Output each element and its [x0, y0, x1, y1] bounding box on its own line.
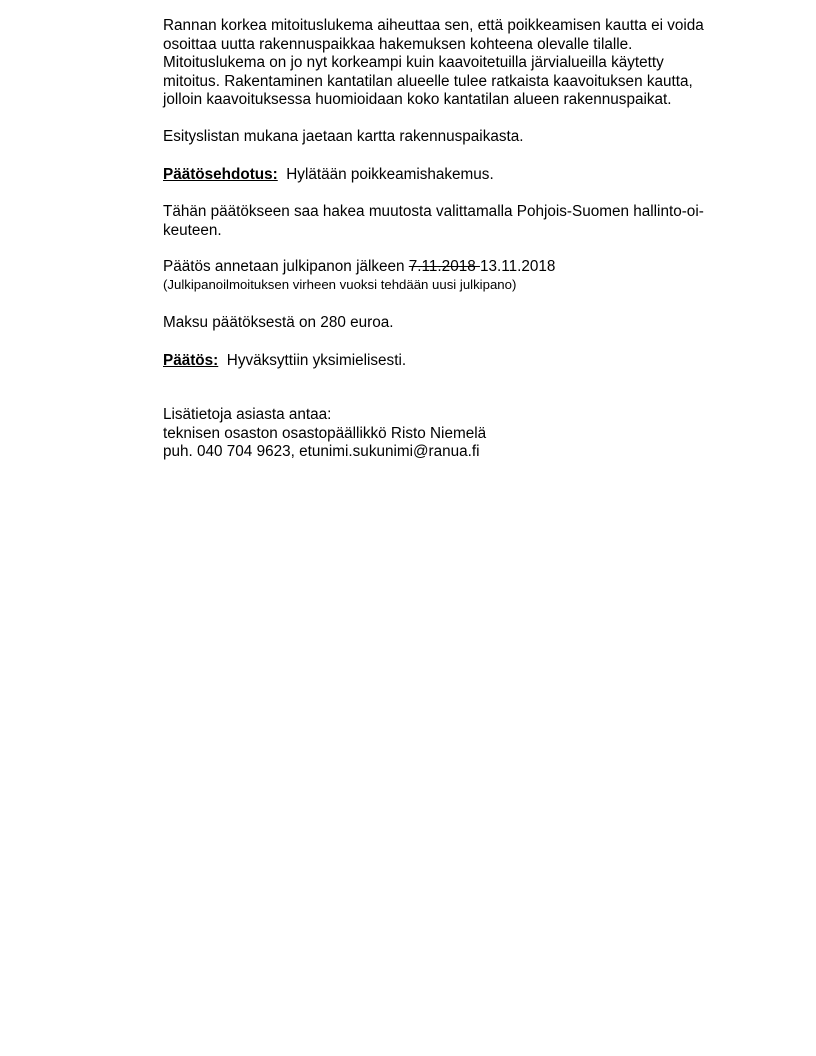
intro-line: mitoitus. Rakentaminen kantatilan alueelle tulee ratkaista kaavoituksen kautta, — [163, 72, 693, 90]
contact-block — [163, 406, 738, 462]
map-note: Esityslistan mukana jaetaan kartta rakennuspaikasta. — [163, 128, 524, 145]
publication-paragraph — [163, 258, 738, 293]
contact-person: teknisen osaston osastopäällikkö Risto Niemelä — [163, 424, 487, 442]
intro-line: jolloin kaavoituksessa huomioidaan koko kantatilan alueen rakennuspaikat. — [163, 91, 672, 108]
decision-paragraph — [163, 352, 738, 371]
intro-paragraph — [163, 17, 738, 110]
appeal-line: keuteen. — [163, 221, 222, 239]
intro-line: Rannan korkea mitoituslukema aiheuttaa sen, että poikkeamisen kautta ei voida — [163, 17, 704, 34]
proposal-paragraph — [163, 166, 738, 185]
appeal-line: Tähän päätökseen saa hakea muutosta valittamalla Pohjois-Suomen hallinto-oi- — [163, 203, 704, 220]
proposal-label: Päätösehdotus: — [163, 166, 278, 183]
old-date: 7.11.2018 — [408, 258, 480, 275]
appeal-paragraph — [163, 203, 738, 240]
contact-heading: Lisätietoja asiasta antaa: — [163, 406, 332, 423]
decision-label: Päätös: — [163, 352, 219, 369]
fee-text: Maksu päätöksestä on 280 euroa. — [163, 314, 394, 331]
intro-line: Mitoituslukema on jo nyt korkeampi kuin kaavoitetuilla järvialueilla käytetty — [163, 54, 664, 71]
contact-details: puh. 040 704 9623, etunimi.sukunimi@ranua.fi — [163, 443, 480, 460]
publication-prefix: Päätös annetaan julkipanon jälkeen — [163, 258, 409, 275]
publication-line — [163, 258, 738, 277]
proposal-text: Hylätään poikkeamishakemus. — [286, 166, 494, 183]
publication-note: (Julkipanoilmoituksen virheen vuoksi tehdään uusi julkipano) — [163, 276, 517, 292]
new-date: 13.11.2018 — [479, 258, 556, 275]
decision-text: Hyväksyttiin yksimielisesti. — [226, 352, 407, 369]
intro-line: osoittaa uutta rakennuspaikkaa hakemuksen kohteena olevalle tilalle. — [163, 35, 633, 53]
